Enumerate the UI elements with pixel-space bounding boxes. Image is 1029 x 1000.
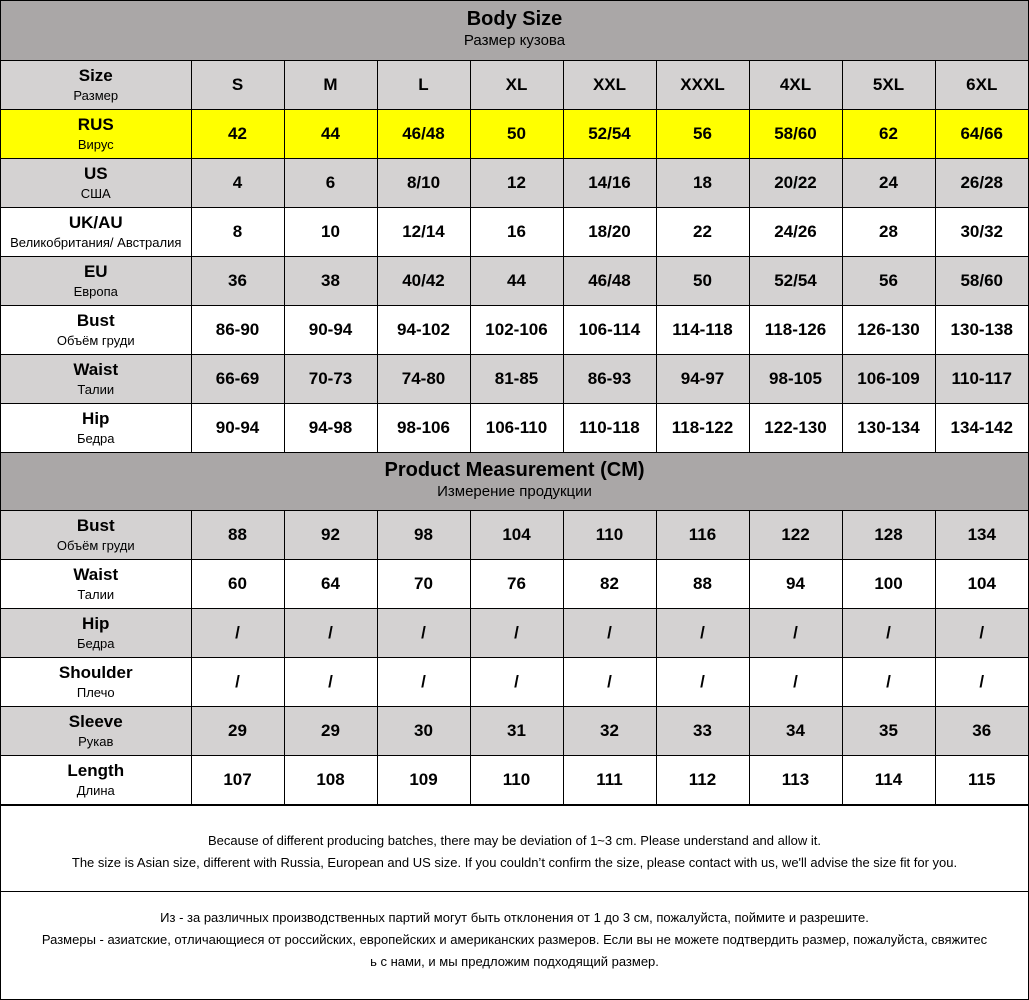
table-cell: / [563,658,656,707]
table-cell: 66-69 [191,355,284,404]
table-cell: 110 [470,756,563,805]
table-cell: 30 [377,707,470,756]
table-cell: 107 [191,756,284,805]
table-cell: / [563,609,656,658]
table-cell: 56 [656,110,749,159]
table-cell: / [749,658,842,707]
row-label-ru: Объём груди [56,537,135,553]
table-cell: 92 [284,511,377,560]
table-cell: 98 [377,511,470,560]
row-label-en: US [83,163,108,183]
size-header-cell: XXL [563,61,656,110]
note-line: Размеры - азиатские, отличающиеся от российских, европейских и американских размеров. Если вы не можете подтвердить размер, пожалуйста, свяжитес [41,932,988,947]
table-cell: 33 [656,707,749,756]
row-label-en: Hip [82,408,110,428]
body-size-header [1,1,1028,61]
table-cell: 86-93 [563,355,656,404]
table-cell: / [935,609,1028,658]
table-cell: 42 [191,110,284,159]
row-label-en: Shoulder [58,662,133,682]
table-cell: 108 [284,756,377,805]
english-notes [1,805,1028,891]
row-label-ru: Рукав [78,733,114,749]
table-cell: / [749,609,842,658]
table-cell: 94 [749,560,842,609]
row-label-ru: Вирус [77,136,114,152]
row-label [1,707,191,756]
table-cell: 18 [656,159,749,208]
table-cell: 22 [656,208,749,257]
product-measurement-rows [1,511,1028,805]
table-cell: 106-109 [842,355,935,404]
table-cell: 134-142 [935,404,1028,453]
table-cell: 64/66 [935,110,1028,159]
row-label [1,61,191,110]
table-cell: 118-122 [656,404,749,453]
table-cell: 12/14 [377,208,470,257]
table-cell: 98-105 [749,355,842,404]
note-line: ь с нами, и мы предложим подходящий размер. [370,954,659,969]
table-cell: 70-73 [284,355,377,404]
table-cell: 115 [935,756,1028,805]
table-cell: 60 [191,560,284,609]
size-header-cell: S [191,61,284,110]
row-label [1,511,191,560]
table-cell: 20/22 [749,159,842,208]
row-label-en: Size [78,65,113,85]
table-cell: 35 [842,707,935,756]
row-label [1,560,191,609]
table-cell: 18/20 [563,208,656,257]
row-label-ru: Объём груди [56,332,135,348]
size-header-cell: 5XL [842,61,935,110]
table-cell: 34 [749,707,842,756]
row-label [1,658,191,707]
size-header-cell: XL [470,61,563,110]
table-cell: 114 [842,756,935,805]
table-cell: 31 [470,707,563,756]
table-cell: 29 [284,707,377,756]
row-label-ru: Талии [77,586,115,602]
row-label-ru: Европа [73,283,118,299]
row-label [1,404,191,453]
table-cell: 28 [842,208,935,257]
table-cell: 26/28 [935,159,1028,208]
product-measurement-table [1,511,1028,805]
table-cell: 126-130 [842,306,935,355]
table-cell: / [191,609,284,658]
row-label-en: Length [67,760,125,780]
table-cell: 94-98 [284,404,377,453]
table-cell: 30/32 [935,208,1028,257]
table-cell: 102-106 [470,306,563,355]
row-label-en: Hip [82,613,110,633]
table-row [1,511,1028,560]
table-cell: 81-85 [470,355,563,404]
row-label [1,756,191,805]
table-cell: 58/60 [749,110,842,159]
row-label-ru: Бедра [76,430,115,446]
table-cell: 70 [377,560,470,609]
table-cell: 110-117 [935,355,1028,404]
table-cell: 32 [563,707,656,756]
table-cell: / [284,609,377,658]
table-cell: 111 [563,756,656,805]
row-label-en: Sleeve [68,711,123,731]
table-cell: 106-114 [563,306,656,355]
size-header-cell: 4XL [749,61,842,110]
table-cell: 46/48 [563,257,656,306]
table-cell: 36 [935,707,1028,756]
body-size-rows [1,61,1028,453]
table-cell: 94-97 [656,355,749,404]
table-cell: 122 [749,511,842,560]
table-cell: 76 [470,560,563,609]
table-row [1,257,1028,306]
russian-notes [1,891,1028,988]
row-label-ru: Талии [77,381,115,397]
table-cell: / [935,658,1028,707]
table-cell: 44 [284,110,377,159]
table-cell: 122-130 [749,404,842,453]
table-cell: 52/54 [749,257,842,306]
table-cell: 24/26 [749,208,842,257]
table-cell: 56 [842,257,935,306]
table-cell: 90-94 [191,404,284,453]
table-cell: 4 [191,159,284,208]
table-cell: 130-134 [842,404,935,453]
table-cell: / [656,658,749,707]
table-row [1,707,1028,756]
table-cell: 38 [284,257,377,306]
row-label-en: UK/AU [68,212,123,232]
table-cell: 88 [656,560,749,609]
table-cell: 50 [656,257,749,306]
table-row [1,355,1028,404]
table-cell: 130-138 [935,306,1028,355]
body-size-table [1,61,1028,453]
table-cell: 14/16 [563,159,656,208]
row-label-ru: Размер [73,87,119,103]
table-cell: 128 [842,511,935,560]
note-line: Из - за различных производственных партий могут быть отклонения от 1 до 3 см, пожалуйста, поймите и разрешите. [160,910,869,925]
table-cell: / [377,609,470,658]
table-row [1,306,1028,355]
row-label-ru: США [80,185,111,201]
table-row [1,658,1028,707]
row-label-ru: Длина [76,782,115,798]
table-row [1,110,1028,159]
table-cell: 6 [284,159,377,208]
table-cell: 10 [284,208,377,257]
table-cell: 104 [470,511,563,560]
table-row [1,159,1028,208]
table-cell: / [842,658,935,707]
table-cell: / [470,658,563,707]
row-label-en: Bust [76,310,115,330]
table-cell: 40/42 [377,257,470,306]
table-cell: 16 [470,208,563,257]
table-row [1,404,1028,453]
row-label-ru: Великобритания/ Австралия [10,234,182,250]
row-label-en: EU [83,261,108,281]
table-cell: / [377,658,470,707]
table-cell: / [284,658,377,707]
row-label-en: Waist [73,359,119,379]
table-cell: 114-118 [656,306,749,355]
row-label [1,110,191,159]
row-label-en: Bust [76,515,115,535]
table-row [1,208,1028,257]
table-cell: 82 [563,560,656,609]
table-cell: 86-90 [191,306,284,355]
note-line: The size is Asian size, different with Russia, European and US size. If you couldn’t confirm the size, please contact with us, we'll advise the size fit for you. [71,855,958,870]
size-header-cell: M [284,61,377,110]
table-cell: 110-118 [563,404,656,453]
table-cell: 116 [656,511,749,560]
table-cell: / [656,609,749,658]
table-cell: / [470,609,563,658]
table-cell: / [191,658,284,707]
row-label [1,609,191,658]
row-label-ru: Бедра [76,635,115,651]
table-cell: 112 [656,756,749,805]
table-cell: 64 [284,560,377,609]
table-cell: 12 [470,159,563,208]
row-label-en: Waist [73,564,119,584]
row-label [1,355,191,404]
product-measurement-header [1,453,1028,511]
row-label-ru: Плечо [76,684,115,700]
table-cell: 74-80 [377,355,470,404]
product-measurement-title: Product Measurement (CM) [384,459,645,481]
table-cell: 50 [470,110,563,159]
product-measurement-subtitle: Измерение продукции [437,483,592,500]
row-label [1,306,191,355]
table-cell: 134 [935,511,1028,560]
table-cell: / [842,609,935,658]
table-cell: 29 [191,707,284,756]
table-cell: 104 [935,560,1028,609]
row-label [1,257,191,306]
note-line: Because of different producing batches, there may be deviation of 1~3 cm. Please understand and allow it. [208,833,821,848]
table-cell: 98-106 [377,404,470,453]
table-cell: 90-94 [284,306,377,355]
table-cell: 44 [470,257,563,306]
table-row [1,609,1028,658]
table-cell: 109 [377,756,470,805]
table-cell: 88 [191,511,284,560]
table-cell: 100 [842,560,935,609]
table-cell: 106-110 [470,404,563,453]
table-cell: 113 [749,756,842,805]
size-header-cell: L [377,61,470,110]
table-cell: 24 [842,159,935,208]
table-cell: 94-102 [377,306,470,355]
body-size-title: Body Size [466,8,563,30]
size-header-cell: XXXL [656,61,749,110]
size-header-row [1,61,1028,110]
table-cell: 46/48 [377,110,470,159]
table-cell: 110 [563,511,656,560]
table-cell: 58/60 [935,257,1028,306]
row-label [1,159,191,208]
size-header-cell: 6XL [935,61,1028,110]
table-cell: 8 [191,208,284,257]
row-label-en: RUS [77,114,114,134]
table-cell: 36 [191,257,284,306]
row-label [1,208,191,257]
table-row [1,560,1028,609]
body-size-subtitle: Размер кузова [463,32,566,49]
table-cell: 118-126 [749,306,842,355]
table-cell: 8/10 [377,159,470,208]
table-cell: 62 [842,110,935,159]
table-cell: 52/54 [563,110,656,159]
table-row [1,756,1028,805]
